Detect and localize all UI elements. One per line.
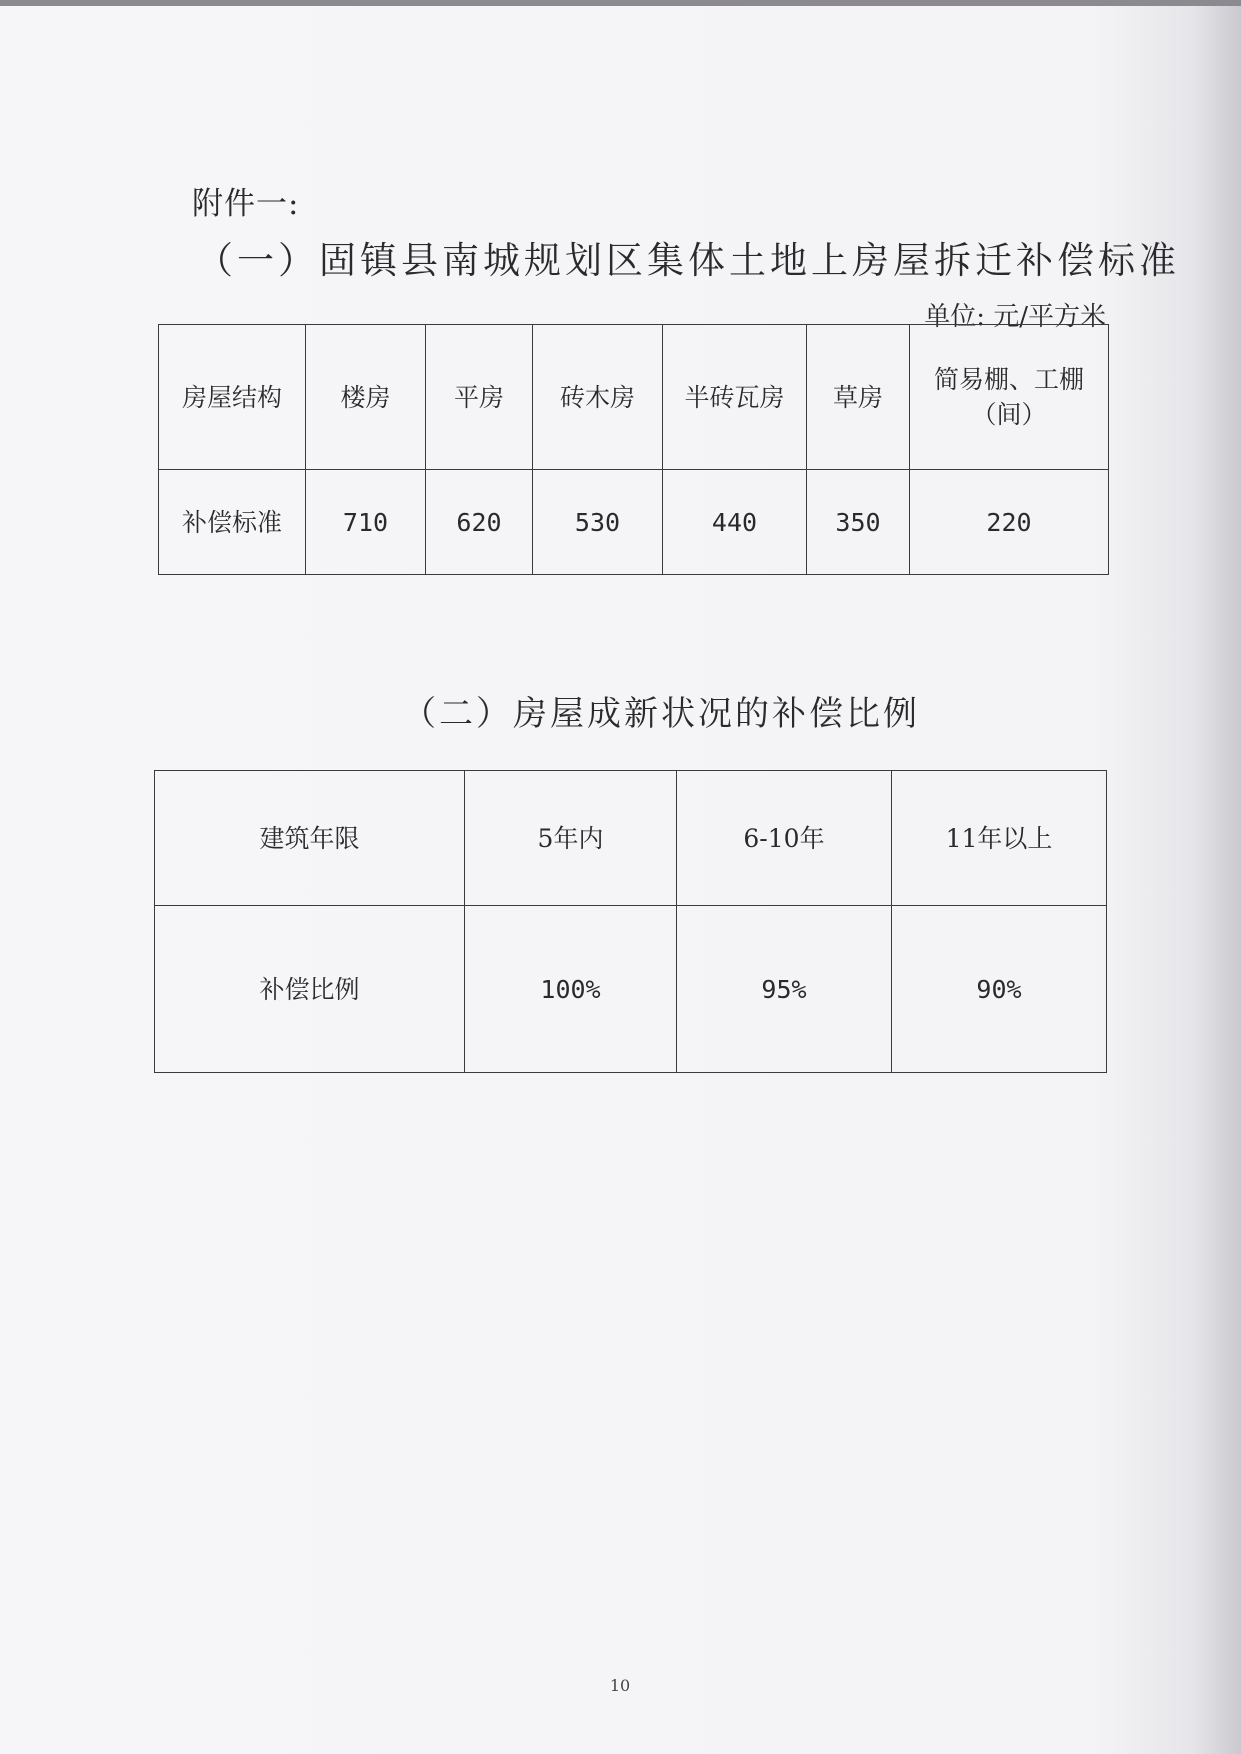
value-cell-over-11-years: 90%	[892, 906, 1107, 1073]
value-cell-brick-wood: 530	[533, 470, 663, 575]
scan-top-edge	[0, 0, 1241, 6]
header-cell-brick-wood: 砖木房	[533, 325, 663, 470]
section2-title: （二）房屋成新状况的补偿比例	[402, 694, 920, 734]
value-cell-6-10-years: 95%	[677, 906, 892, 1073]
table-row	[155, 906, 1107, 1073]
header-cell-bungalow: 平房	[426, 325, 533, 470]
header-cell-thatched: 草房	[807, 325, 910, 470]
newness-ratio-table	[154, 770, 1107, 1073]
header-cell-shed: 简易棚、工棚（间）	[910, 325, 1109, 470]
header-cell-over-11-years: 11年以上	[892, 771, 1107, 906]
value-cell-bungalow: 620	[426, 470, 533, 575]
table-header-row	[159, 325, 1109, 470]
value-cell-building: 710	[306, 470, 426, 575]
table-row	[159, 470, 1109, 575]
header-cell-6-10-years: 6-10年	[677, 771, 892, 906]
value-cell-within-5-years: 100%	[465, 906, 677, 1073]
header-cell-within-5-years: 5年内	[465, 771, 677, 906]
row-label-standard: 补偿标准	[159, 470, 306, 575]
header-cell-building-age: 建筑年限	[155, 771, 465, 906]
page-number: 10	[609, 1676, 631, 1695]
header-cell-building: 楼房	[306, 325, 426, 470]
value-cell-half-brick: 440	[663, 470, 807, 575]
value-cell-thatched: 350	[807, 470, 910, 575]
row-label-ratio: 补偿比例	[155, 906, 465, 1073]
header-cell-half-brick: 半砖瓦房	[663, 325, 807, 470]
section1-title: （一）固镇县南城规划区集体土地上房屋拆迁补偿标准	[196, 239, 1180, 282]
header-cell-structure: 房屋结构	[159, 325, 306, 470]
unit-label: 单位: 元/平方米	[924, 302, 1106, 332]
compensation-standard-table	[158, 324, 1109, 575]
table-header-row	[155, 771, 1107, 906]
value-cell-shed: 220	[910, 470, 1109, 575]
attachment-label: 附件一:	[192, 186, 300, 222]
